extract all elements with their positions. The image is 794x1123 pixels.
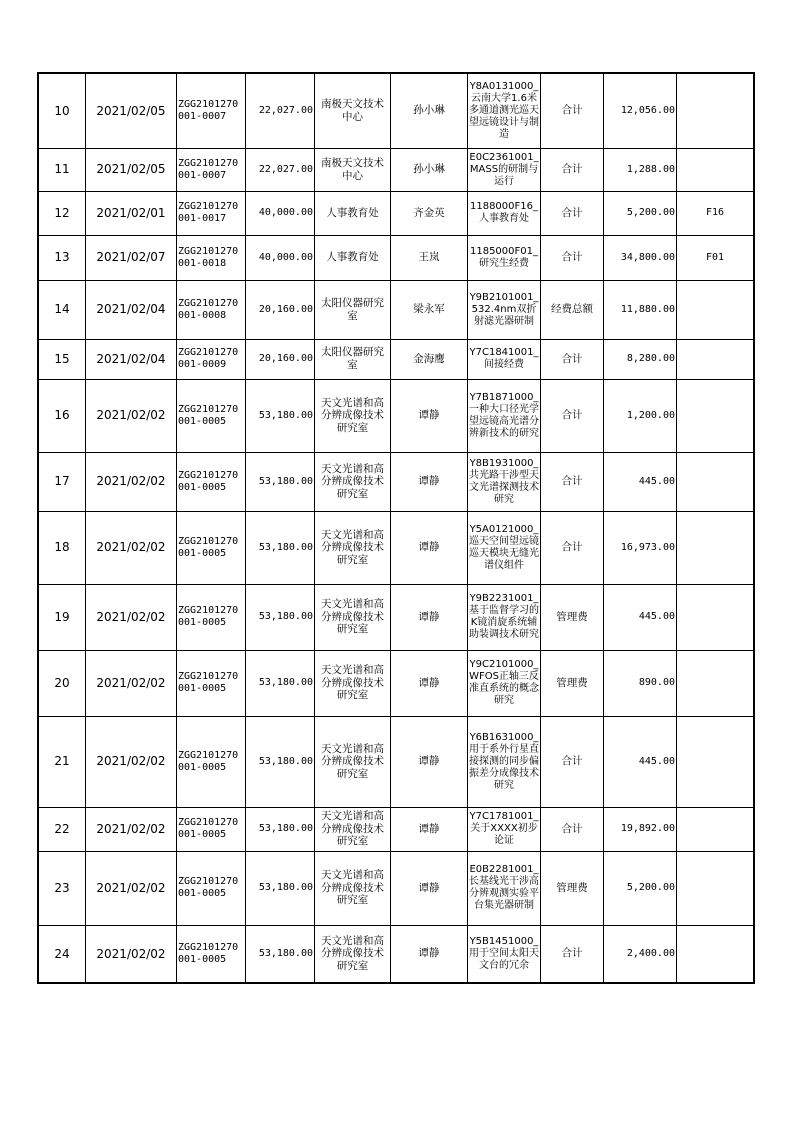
code-cell [677,379,755,452]
project-cell: Y7C1781001_关于XXXX初步论证 [468,807,541,851]
row-number: 23 [38,851,86,925]
code-cell [677,452,755,511]
department-cell: 人事教育处 [315,191,391,235]
sub-amount-cell: 34,800.00 [604,235,677,280]
date-cell: 2021/02/01 [86,191,177,235]
amount-cell: 22,027.00 [246,73,315,148]
project-cell: Y7B1871000_一种大口径光学望远镜高光谱分辨新技术的研究 [468,379,541,452]
person-cell: 谭静 [391,851,468,925]
expense-type-cell: 管理费 [541,584,604,650]
department-cell: 人事教育处 [315,235,391,280]
project-cell: Y9B2101001_532.4nm双折射滤光器研制 [468,280,541,339]
project-cell: Y8A0131000_云南大学1.6米多通道测光巡天望远镜设计与制造 [468,73,541,148]
voucher-number-cell: ZGG2101270001-0009 [177,339,246,379]
date-cell: 2021/02/04 [86,280,177,339]
project-cell: E0B2281001_长基线光干涉高分辨观测实验平台集光器研制 [468,851,541,925]
expense-type-cell: 合计 [541,235,604,280]
code-cell [677,650,755,716]
row-number: 17 [38,452,86,511]
row-number: 11 [38,148,86,191]
code-cell [677,148,755,191]
amount-cell: 53,180.00 [246,379,315,452]
voucher-number-cell: ZGG2101270001-0018 [177,235,246,280]
table-row [38,339,754,379]
date-cell: 2021/02/04 [86,339,177,379]
expense-type-cell: 合计 [541,716,604,807]
amount-cell: 40,000.00 [246,235,315,280]
sub-amount-cell: 5,200.00 [604,191,677,235]
amount-cell: 20,160.00 [246,339,315,379]
amount-cell: 40,000.00 [246,191,315,235]
expense-type-cell: 合计 [541,379,604,452]
person-cell: 梁永军 [391,280,468,339]
voucher-number-cell: ZGG2101270001-0005 [177,807,246,851]
table-row [38,511,754,584]
table-row [38,716,754,807]
voucher-number-cell: ZGG2101270001-0017 [177,191,246,235]
person-cell: 谭静 [391,925,468,983]
table-row [38,851,754,925]
code-cell: F01 [677,235,755,280]
person-cell: 谭静 [391,511,468,584]
person-cell: 谭静 [391,716,468,807]
person-cell: 谭静 [391,379,468,452]
amount-cell: 22,027.00 [246,148,315,191]
row-number: 10 [38,73,86,148]
code-cell [677,807,755,851]
amount-cell: 20,160.00 [246,280,315,339]
amount-cell: 53,180.00 [246,807,315,851]
sub-amount-cell: 445.00 [604,716,677,807]
department-cell: 南极天文技术中心 [315,73,391,148]
table-row [38,148,754,191]
code-cell [677,511,755,584]
row-number: 22 [38,807,86,851]
date-cell: 2021/02/02 [86,807,177,851]
project-cell: Y7C1841001_间接经费 [468,339,541,379]
row-number: 24 [38,925,86,983]
row-number: 13 [38,235,86,280]
expense-type-cell: 合计 [541,807,604,851]
sub-amount-cell: 19,892.00 [604,807,677,851]
person-cell: 谭静 [391,650,468,716]
table-row [38,235,754,280]
voucher-number-cell: ZGG2101270001-0005 [177,851,246,925]
expense-type-cell: 合计 [541,73,604,148]
expense-type-cell: 合计 [541,925,604,983]
row-number: 14 [38,280,86,339]
table-row [38,280,754,339]
row-number: 12 [38,191,86,235]
sub-amount-cell: 11,880.00 [604,280,677,339]
row-number: 16 [38,379,86,452]
voucher-number-cell: ZGG2101270001-0005 [177,650,246,716]
project-cell: E0C2361001_MASS的研制与运行 [468,148,541,191]
table-row [38,379,754,452]
project-cell: Y6B1631000_用于系外行星直接探测的同步偏振差分成像技术研究 [468,716,541,807]
project-cell: 1185000F01_研究生经费 [468,235,541,280]
person-cell: 齐金英 [391,191,468,235]
project-cell: Y5A0121000_巡天空间望远镜巡天模块无缝光谱仪组件 [468,511,541,584]
sub-amount-cell: 445.00 [604,452,677,511]
amount-cell: 53,180.00 [246,925,315,983]
expense-type-cell: 合计 [541,148,604,191]
voucher-number-cell: ZGG2101270001-0007 [177,148,246,191]
project-cell: Y9B2231001_基于监督学习的K镜消旋系统辅助装调技术研究 [468,584,541,650]
expense-type-cell: 合计 [541,191,604,235]
sub-amount-cell: 8,280.00 [604,339,677,379]
sub-amount-cell: 5,200.00 [604,851,677,925]
amount-cell: 53,180.00 [246,452,315,511]
expense-type-cell: 合计 [541,511,604,584]
department-cell: 天文光谱和高分辨成像技术研究室 [315,650,391,716]
date-cell: 2021/02/02 [86,851,177,925]
table-row [38,584,754,650]
department-cell: 天文光谱和高分辨成像技术研究室 [315,452,391,511]
row-number: 15 [38,339,86,379]
person-cell: 谭静 [391,807,468,851]
date-cell: 2021/02/02 [86,379,177,452]
person-cell: 孙小琳 [391,73,468,148]
date-cell: 2021/02/05 [86,73,177,148]
table-row [38,925,754,983]
date-cell: 2021/02/02 [86,925,177,983]
date-cell: 2021/02/02 [86,584,177,650]
voucher-number-cell: ZGG2101270001-0005 [177,716,246,807]
table-row [38,452,754,511]
date-cell: 2021/02/02 [86,716,177,807]
sub-amount-cell: 12,056.00 [604,73,677,148]
expense-type-cell: 合计 [541,339,604,379]
row-number: 21 [38,716,86,807]
code-cell: F16 [677,191,755,235]
person-cell: 孙小琳 [391,148,468,191]
department-cell: 天文光谱和高分辨成像技术研究室 [315,379,391,452]
table-row [38,73,754,148]
project-cell: Y9C2101000_WFOS正轴三反准直系统的概念研究 [468,650,541,716]
code-cell [677,280,755,339]
project-cell: Y8B1931000_共光路干涉型天文光谱探测技术研究 [468,452,541,511]
voucher-number-cell: ZGG2101270001-0005 [177,925,246,983]
row-number: 20 [38,650,86,716]
sub-amount-cell: 2,400.00 [604,925,677,983]
date-cell: 2021/02/07 [86,235,177,280]
row-number: 19 [38,584,86,650]
date-cell: 2021/02/02 [86,511,177,584]
person-cell: 谭静 [391,584,468,650]
person-cell: 王岚 [391,235,468,280]
amount-cell: 53,180.00 [246,584,315,650]
sub-amount-cell: 890.00 [604,650,677,716]
department-cell: 天文光谱和高分辨成像技术研究室 [315,511,391,584]
date-cell: 2021/02/02 [86,452,177,511]
expense-type-cell: 经费总额 [541,280,604,339]
voucher-number-cell: ZGG2101270001-0005 [177,379,246,452]
table-row [38,650,754,716]
code-cell [677,925,755,983]
date-cell: 2021/02/02 [86,650,177,716]
sub-amount-cell: 16,973.00 [604,511,677,584]
sub-amount-cell: 1,200.00 [604,379,677,452]
expense-type-cell: 管理费 [541,650,604,716]
department-cell: 天文光谱和高分辨成像技术研究室 [315,925,391,983]
row-number: 18 [38,511,86,584]
table-row [38,807,754,851]
amount-cell: 53,180.00 [246,650,315,716]
table-body [38,73,754,983]
amount-cell: 53,180.00 [246,716,315,807]
voucher-number-cell: ZGG2101270001-0007 [177,73,246,148]
sub-amount-cell: 445.00 [604,584,677,650]
project-cell: 1188000F16_人事教育处 [468,191,541,235]
code-cell [677,851,755,925]
voucher-number-cell: ZGG2101270001-0005 [177,584,246,650]
sub-amount-cell: 1,288.00 [604,148,677,191]
department-cell: 天文光谱和高分辨成像技术研究室 [315,851,391,925]
code-cell [677,584,755,650]
department-cell: 天文光谱和高分辨成像技术研究室 [315,716,391,807]
voucher-number-cell: ZGG2101270001-0005 [177,511,246,584]
table-row [38,191,754,235]
code-cell [677,339,755,379]
voucher-number-cell: ZGG2101270001-0005 [177,452,246,511]
amount-cell: 53,180.00 [246,851,315,925]
expense-type-cell: 管理费 [541,851,604,925]
project-cell: Y5B1451000_用于空间太阳天文台的冗余 [468,925,541,983]
department-cell: 天文光谱和高分辨成像技术研究室 [315,584,391,650]
voucher-number-cell: ZGG2101270001-0008 [177,280,246,339]
department-cell: 太阳仪器研究室 [315,280,391,339]
code-cell [677,73,755,148]
person-cell: 谭静 [391,452,468,511]
amount-cell: 53,180.00 [246,511,315,584]
person-cell: 金海鹰 [391,339,468,379]
department-cell: 南极天文技术中心 [315,148,391,191]
expense-type-cell: 合计 [541,452,604,511]
department-cell: 天文光谱和高分辨成像技术研究室 [315,807,391,851]
date-cell: 2021/02/05 [86,148,177,191]
department-cell: 太阳仪器研究室 [315,339,391,379]
code-cell [677,716,755,807]
expense-table [37,72,755,984]
